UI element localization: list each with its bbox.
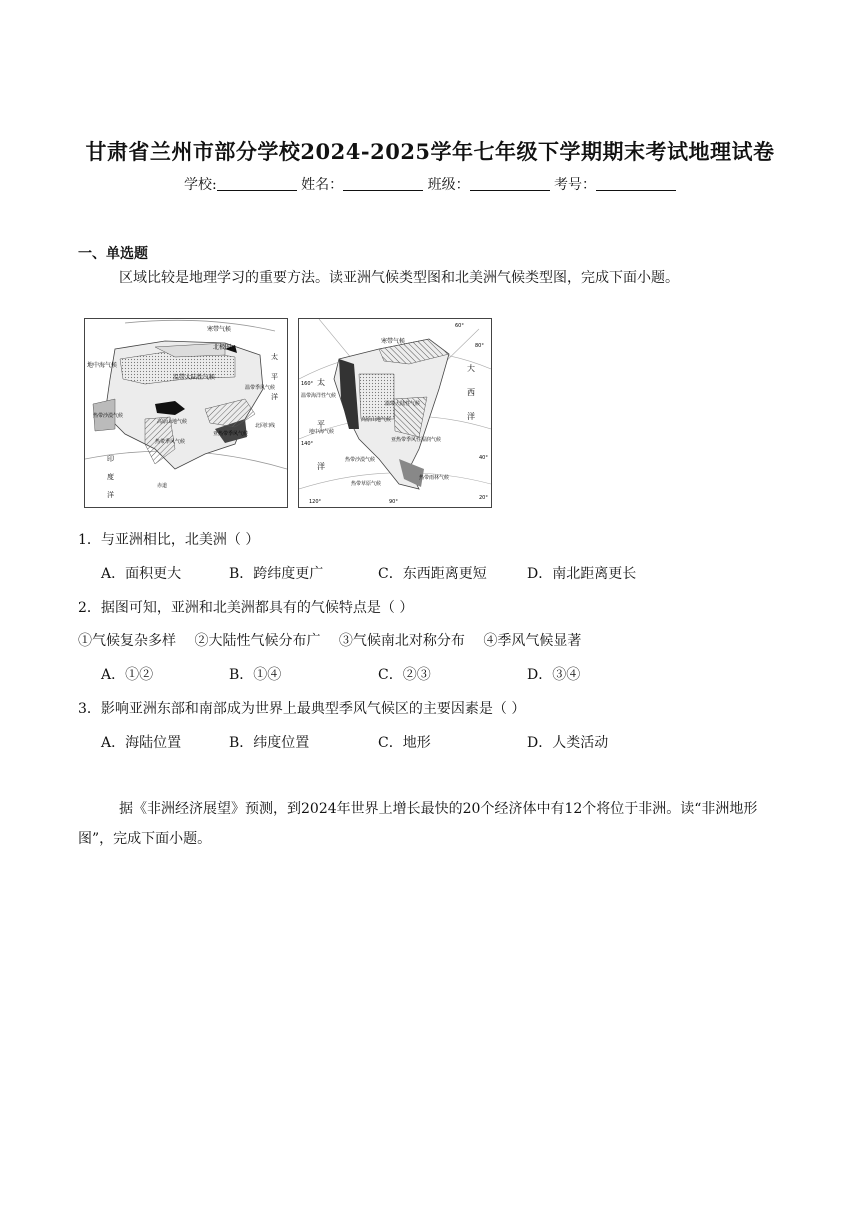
exam-no-label: 考号： <box>554 177 597 193</box>
section-heading: 一、单选题 <box>78 246 148 262</box>
name-label: 姓名： <box>301 177 344 193</box>
asia-map-label: 北回归线 <box>255 423 276 429</box>
na-map-label: 高原山地气候 <box>361 417 392 423</box>
na-map-label: 140° <box>301 441 314 447</box>
asia-map-label: 度 <box>107 473 114 481</box>
na-map-label: 温带大陆性气候 <box>385 401 421 407</box>
asia-map-label: 热带沙漠气候 <box>93 413 124 419</box>
asia-map-label: 温带季风气候 <box>245 385 276 391</box>
asia-map-label: 亚热带季风气候 <box>213 431 249 437</box>
na-map-label: 平 <box>317 420 325 429</box>
q1-option-b[interactable]: B．跨纬度更广 <box>229 566 324 582</box>
na-map-label: 太 <box>317 378 325 387</box>
na-map-label: 大 <box>467 364 475 373</box>
na-map-label: 60° <box>455 323 464 329</box>
na-map-label: 洋 <box>317 462 325 471</box>
q3-option-c[interactable]: C．地形 <box>378 735 431 751</box>
q2-option-c[interactable]: C．②③ <box>378 667 431 683</box>
q1-option-d[interactable]: D．南北距离更长 <box>527 566 637 582</box>
asia-map-label: 洋 <box>271 393 278 401</box>
asia-map-label: 高原山地气候 <box>157 419 188 425</box>
asia-map-label: 赤道 <box>157 483 168 489</box>
q3-option-b[interactable]: B．纬度位置 <box>229 735 310 751</box>
na-map-label: 洋 <box>467 412 475 421</box>
asia-map-label: 平 <box>271 373 278 381</box>
q2-statement: ②大陆性气候分布广 <box>194 633 321 649</box>
q2-statement: ④季风气候显著 <box>483 633 582 649</box>
asia-map-label: 寒带气候 <box>207 326 232 333</box>
na-map-label: 地中海气候 <box>309 429 335 435</box>
na-map-label: 寒带气候 <box>381 338 406 345</box>
intro-paragraph-1: 区域比较是地理学习的重要方法。读亚洲气候类型图和北美洲气候类型图，完成下面小题。 <box>119 270 679 286</box>
north-america-climate-map <box>298 318 492 508</box>
q2-statement: ①气候复杂多样 <box>78 633 176 649</box>
asia-map-label: 温带大陆性气候 <box>173 374 216 381</box>
asia-map-label: 地中海气候 <box>87 362 118 369</box>
asia-map-label: 热带季风气候 <box>155 439 186 445</box>
question-2-statements <box>78 630 595 650</box>
na-map-label: 80° <box>475 343 484 349</box>
q2-statement: ③气候南北对称分布 <box>338 633 465 649</box>
q2-option-d[interactable]: D．③④ <box>527 667 581 683</box>
q3-option-a[interactable]: A．海陆位置 <box>101 735 182 751</box>
page-title: 甘肃省兰州市部分学校2024-2025学年七年级下学期期末考试地理试卷 <box>85 139 775 164</box>
na-map-label: 90° <box>389 499 398 505</box>
na-map-label: 热带沙漠气候 <box>345 457 376 463</box>
asia-map-label: 印 <box>107 455 114 463</box>
na-map-graphic <box>299 319 491 507</box>
class-label: 班级： <box>427 177 470 193</box>
na-map-label: 40° <box>479 455 488 461</box>
q1-option-c[interactable]: C．东西距离更短 <box>378 566 487 582</box>
question-1-stem: 1．与亚洲相比，北美洲（ ） <box>78 532 260 548</box>
na-map-label: 热带雨林气候 <box>419 475 450 481</box>
student-info-line <box>0 174 860 194</box>
na-map-label: 120° <box>309 499 322 505</box>
asia-map-label: 太 <box>271 353 278 361</box>
question-3-stem: 3．影响亚洲东部和南部成为世界上最典型季风气候区的主要因素是（ ） <box>78 701 526 717</box>
na-map-label: 温带海洋性气候 <box>301 393 337 399</box>
q2-option-b[interactable]: B．①④ <box>229 667 282 683</box>
class-blank <box>470 176 550 191</box>
na-map-label: 20° <box>479 495 488 501</box>
asia-map-label: 洋 <box>107 491 114 499</box>
na-map-label: 亚热带季风性湿润气候 <box>391 437 442 443</box>
na-map-label: 160° <box>301 381 314 387</box>
asia-map-graphic <box>85 319 287 507</box>
asia-climate-map <box>84 318 288 508</box>
q3-option-d[interactable]: D．人类活动 <box>527 735 609 751</box>
asia-map-label: 北极圈 <box>213 344 232 351</box>
school-label: 学校: <box>183 177 217 193</box>
na-map-label: 热带草原气候 <box>351 481 382 487</box>
q2-option-a[interactable]: A．①② <box>101 667 154 683</box>
exam-no-blank <box>596 176 676 191</box>
question-2-stem: 2．据图可知，亚洲和北美洲都具有的气候特点是（ ） <box>78 600 414 616</box>
q1-option-a[interactable]: A．面积更大 <box>101 566 182 582</box>
intro-paragraph-2: 据《非洲经济展望》预测，到2024年世界上增长最快的20个经济体中有12个将位于非洲。读“非洲地形图”，完成下面小题。 <box>78 801 758 847</box>
name-blank <box>343 176 423 191</box>
na-map-label: 西 <box>467 388 475 397</box>
school-blank <box>217 176 297 191</box>
